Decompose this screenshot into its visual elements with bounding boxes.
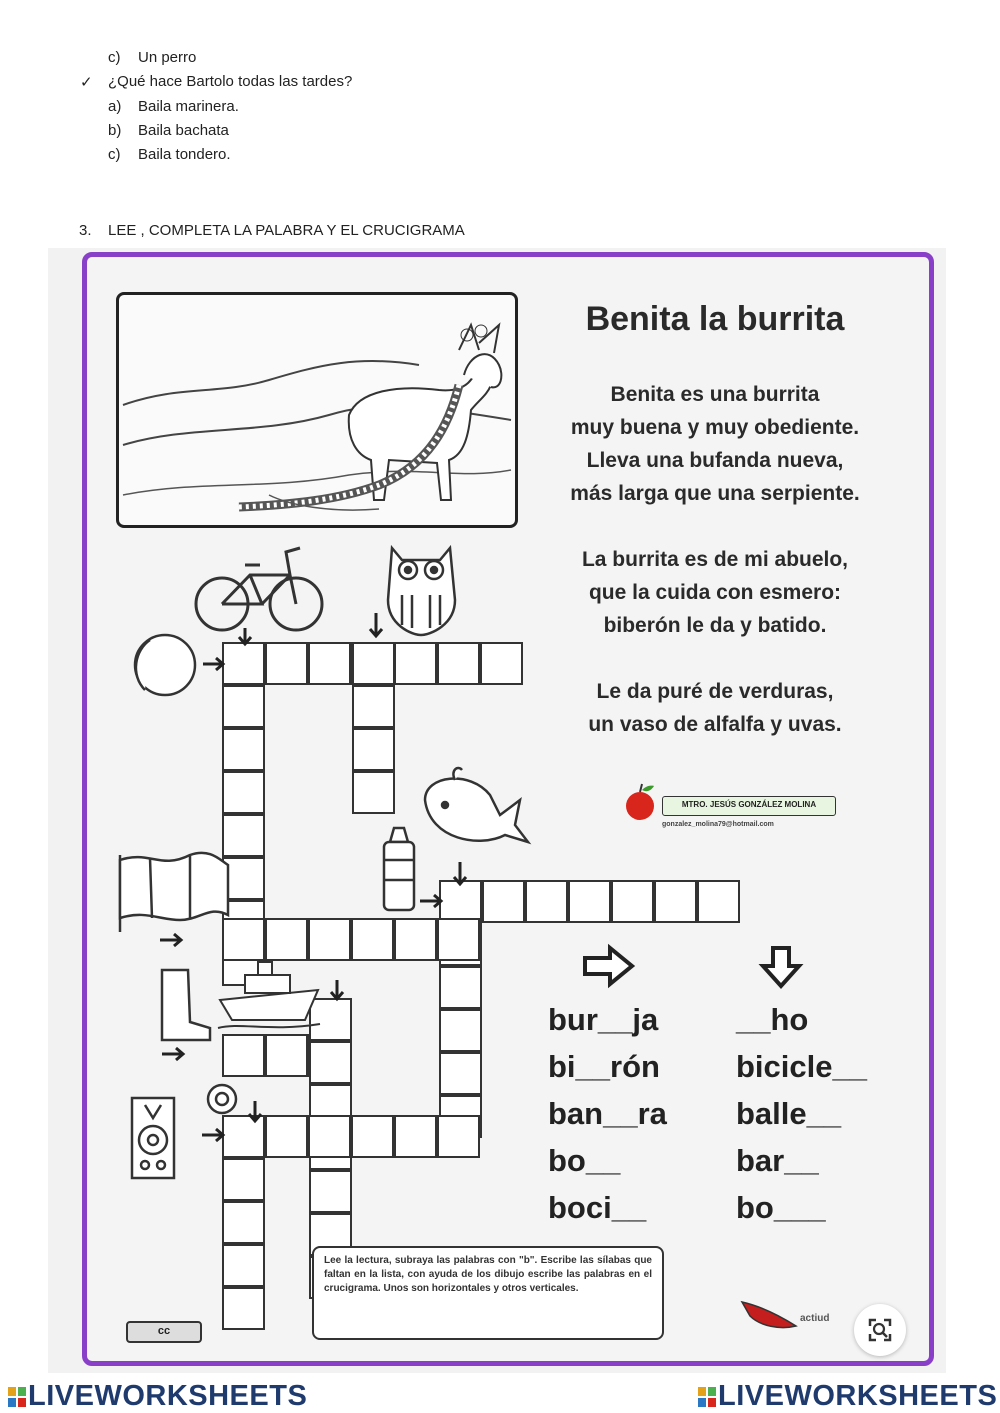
question-line — [80, 73, 353, 91]
crossword-cell[interactable] — [439, 966, 482, 1009]
crossword-cell[interactable] — [309, 998, 352, 1041]
poem-line: muy buena y muy obediente. — [570, 416, 860, 439]
crossword-cell[interactable] — [265, 642, 308, 685]
crossword-cell[interactable] — [351, 918, 394, 961]
right-word: bicicle__ — [736, 1049, 867, 1084]
donkey-illustration — [119, 295, 515, 525]
crossword-cell[interactable] — [351, 1115, 394, 1158]
crossword-cell[interactable] — [352, 771, 395, 814]
author-name: MTRO. JESÚS GONZÁLEZ MOLINA — [662, 796, 836, 816]
crossword-cell[interactable] — [394, 642, 437, 685]
poem-line: un vaso de alfalfa y uvas. — [588, 713, 842, 736]
zoom-icon — [854, 1304, 906, 1356]
publisher-name: actiud — [800, 1313, 830, 1324]
section-number: 3. — [79, 222, 92, 239]
apple-icon — [620, 782, 660, 822]
left-word: ban__ra — [548, 1096, 667, 1131]
crossword-cell[interactable] — [265, 918, 308, 961]
crossword-cell[interactable] — [654, 880, 697, 923]
section-heading — [79, 222, 465, 239]
poem-stanza-1 — [530, 378, 900, 510]
worksheet-title: Benita la burrita — [585, 300, 845, 338]
crossword-cell[interactable] — [222, 1158, 265, 1201]
crossword-cell[interactable] — [265, 1034, 308, 1077]
crossword-cell[interactable] — [697, 880, 740, 923]
crossword-cell[interactable] — [394, 918, 437, 961]
crossword-cell[interactable] — [222, 857, 265, 900]
crossword-cell[interactable] — [222, 814, 265, 857]
section-title: LEE , COMPLETA LA PALABRA Y EL CRUCIGRAMA — [108, 222, 465, 239]
right-word: bar__ — [736, 1143, 819, 1178]
crossword-cell[interactable] — [222, 1201, 265, 1244]
option-text: Un perro — [138, 49, 197, 66]
option-c[interactable] — [108, 146, 231, 163]
liveworksheets-icon — [698, 1387, 716, 1407]
crossword-cell[interactable] — [568, 880, 611, 923]
left-word: bur__ja — [548, 1002, 659, 1037]
poem-line: Benita es una burrita — [610, 383, 820, 406]
crossword-cell[interactable] — [437, 642, 480, 685]
poem-line: Lleva una bufanda nueva, — [586, 449, 844, 472]
author-email: gonzalez_molina79@hotmail.com — [662, 821, 774, 828]
right-word: balle__ — [736, 1096, 842, 1131]
crossword-cell[interactable] — [222, 685, 265, 728]
left-word: bi__rón — [548, 1049, 660, 1084]
prev-option-c — [108, 49, 197, 66]
crossword-cell[interactable] — [222, 771, 265, 814]
instructions-box: Lee la lectura, subraya las palabras con "b". Escribe las sílabas que faltan en la lista, con ayuda de los dibujo escribe las palabras en el crucigrama. Unos son horizontales y otros verticales. — [312, 1246, 664, 1340]
license-badge: cc — [126, 1321, 202, 1343]
liveworksheets-icon — [8, 1387, 26, 1407]
option-letter: b) — [108, 122, 122, 139]
poem-line: La burrita es de mi abuelo, — [581, 548, 849, 571]
crossword-cell[interactable] — [222, 918, 265, 961]
crossword-cell[interactable] — [222, 1034, 265, 1077]
poem-line: Le da puré de verduras, — [596, 680, 834, 703]
poem-stanza-2 — [530, 543, 900, 642]
option-b[interactable] — [108, 122, 229, 139]
option-letter: c) — [108, 49, 121, 66]
crossword-cell[interactable] — [308, 642, 351, 685]
crossword-cell[interactable] — [265, 1115, 308, 1158]
crossword-cell[interactable] — [222, 728, 265, 771]
crossword-cell[interactable] — [222, 1244, 265, 1287]
right-word: bo___ — [736, 1190, 826, 1225]
option-letter: a) — [108, 98, 122, 115]
question-text: ¿Qué hace Bartolo todas las tardes? — [108, 73, 353, 90]
crossword-cell[interactable] — [394, 1115, 437, 1158]
option-a[interactable] — [108, 98, 239, 115]
crossword-cell[interactable] — [439, 880, 482, 923]
crossword-cell[interactable] — [352, 685, 395, 728]
brand-text: LIVEWORKSHEETS — [28, 1380, 308, 1412]
poem-line: biberón le da y batido. — [603, 614, 827, 637]
crossword-cell[interactable] — [482, 880, 525, 923]
poem-line: más larga que una serpiente. — [570, 482, 860, 505]
crossword-cell[interactable] — [222, 642, 265, 685]
crossword-cell[interactable] — [308, 918, 351, 961]
checkmark-icon: ✓ — [80, 74, 93, 91]
crossword-cell[interactable] — [222, 1115, 265, 1158]
crossword-cell[interactable] — [611, 880, 654, 923]
crossword-cell[interactable] — [525, 880, 568, 923]
publisher-logo — [740, 1296, 800, 1336]
crossword-cell[interactable] — [309, 1170, 352, 1213]
left-word: bo__ — [548, 1143, 621, 1178]
crossword-cell[interactable] — [480, 642, 523, 685]
donkey-picture — [116, 292, 518, 528]
option-text: Baila tondero. — [138, 146, 231, 163]
crossword-cell[interactable] — [352, 728, 395, 771]
crossword-cell[interactable] — [352, 642, 395, 685]
crossword-cell[interactable] — [309, 1041, 352, 1084]
option-letter: c) — [108, 146, 121, 163]
left-word: boci__ — [548, 1190, 647, 1225]
crossword-cell[interactable] — [437, 1115, 480, 1158]
option-text: Baila bachata — [138, 122, 229, 139]
crossword-cell[interactable] — [222, 1287, 265, 1330]
crossword-cell[interactable] — [308, 1115, 351, 1158]
crossword-cell[interactable] — [439, 1009, 482, 1052]
option-text: Baila marinera. — [138, 98, 239, 115]
brand-text: LIVEWORKSHEETS — [718, 1380, 998, 1412]
right-word: __ho — [736, 1002, 809, 1037]
crossword-cell[interactable] — [437, 918, 480, 961]
poem-line: que la cuida con esmero: — [588, 581, 842, 604]
poem-stanza-3 — [530, 675, 900, 741]
crossword-cell[interactable] — [439, 1052, 482, 1095]
liveworksheets-logo-left[interactable] — [8, 1380, 307, 1413]
liveworksheets-logo-right[interactable] — [698, 1380, 997, 1413]
zoom-button[interactable] — [854, 1304, 906, 1356]
